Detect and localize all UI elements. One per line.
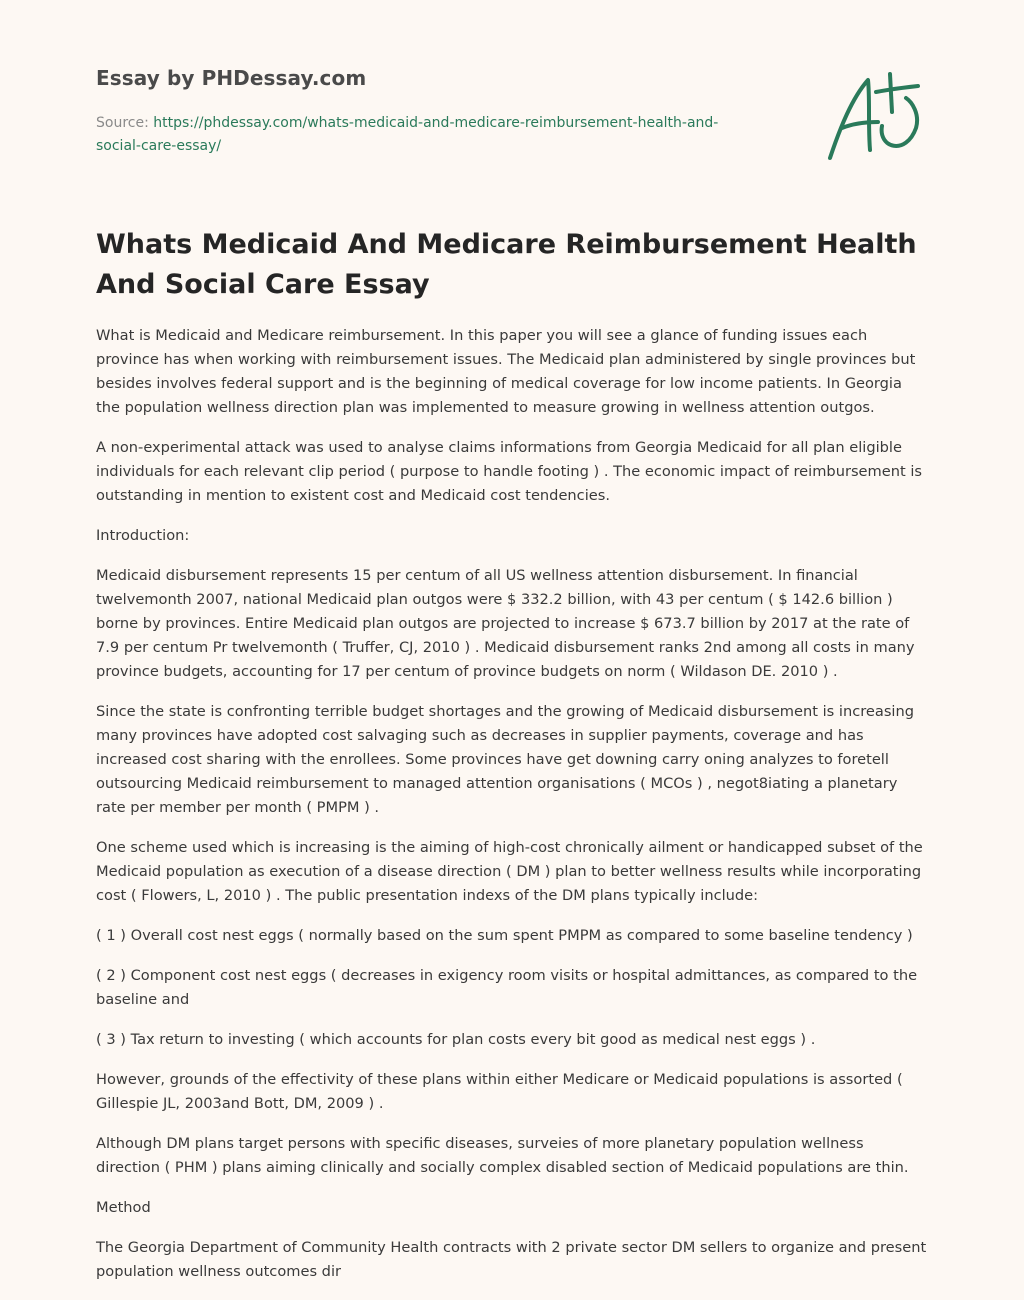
source-link[interactable]: https://phdessay.com/whats-medicaid-and-medicare-reimbursement-health-and-social-care-essay/ [96,115,719,154]
section-heading: Introduction: [96,527,190,544]
essay-body [96,324,928,1300]
section-heading: Method [96,1199,151,1216]
site-brand: Essay by PHDessay.com [96,66,367,90]
list-item: ( 2 ) Component cost nest eggs ( decreases in exigency room visits or hospital admittances, as compared to the baseline and [96,967,918,1008]
source-label: Source: [96,115,154,131]
paragraph: What is Medicaid and Medicare reimbursement. In this paper you will see a glance of funding issues each province has when working with reimbursement issues. The Medicaid plan administered by single provinces but besides involves federal support and is the beginning of medical coverage for low income patients. In Georgia the population wellness direction plan was implemented to measure growing in wellness attention outgos. [96,327,916,416]
paragraph: Although DM plans target persons with specific diseases, surveies of more planetary population wellness direction ( PHM ) plans aiming clinically and socially complex disabled section of Medicaid populations are thin. [96,1135,909,1176]
list-item: ( 1 ) Overall cost nest eggs ( normally based on the sum spent PMPM as compared to some baseline tendency ) [96,927,913,944]
a-plus-logo-icon [820,68,930,164]
paragraph: Medicaid disbursement represents 15 per centum of all US wellness attention disbursement. In financial twelvemonth 2007, national Medicaid plan outgos were $ 332.2 billion, with 43 per centum ( $ 142.6 billion ) borne by provinces. Entire Medicaid plan outgos are projected to increase $ 673.7 billion by 2017 at the rate of 7.9 per centum Pr twelvemonth ( Truffer, CJ, 2010 ) . Medicaid disbursement ranks 2nd among all costs in many province budgets, accounting for 17 per centum of province budgets on norm ( Wildason DE. 2010 ) . [96,567,915,680]
paragraph: A non-experimental attack was used to analyse claims informations from Georgia Medicaid for all plan eligible individuals for each relevant clip period ( purpose to handle footing ) . The economic impact of reimbursement is outstanding in mention to existent cost and Medicaid cost tendencies. [96,439,922,504]
essay-title: Whats Medicaid And Medicare Reimbursement Health And Social Care Essay [96,229,917,300]
list-item: ( 3 ) Tax return to investing ( which accounts for plan costs every bit good as medical nest eggs ) . [96,1031,816,1048]
paragraph: One scheme used which is increasing is the aiming of high-cost chronically ailment or handicapped subset of the Medicaid population as execution of a disease direction ( DM ) plan to better wellness results while incorporating cost ( Flowers, L, 2010 ) . The public presentation indexs of the DM plans typically include: [96,839,923,904]
source-line [96,112,756,158]
paragraph: The Georgia Department of Community Health contracts with 2 private sector DM sellers to organize and present population wellness outcomes dir [96,1239,927,1280]
paragraph: Since the state is confronting terrible budget shortages and the growing of Medicaid disbursement is increasing many provinces have adopted cost salvaging such as decreases in supplier payments, coverage and has increased cost sharing with the enrollees. Some provinces have get downing carry oning analyzes to foretell outsourcing Medicaid reimbursement to managed attention organisations ( MCOs ) , negot8iating a planetary rate per member per month ( PMPM ) . [96,703,915,816]
paragraph: However, grounds of the effectivity of these plans within either Medicare or Medicaid populations is assorted ( Gillespie JL, 2003and Bott, DM, 2009 ) . [96,1071,903,1112]
